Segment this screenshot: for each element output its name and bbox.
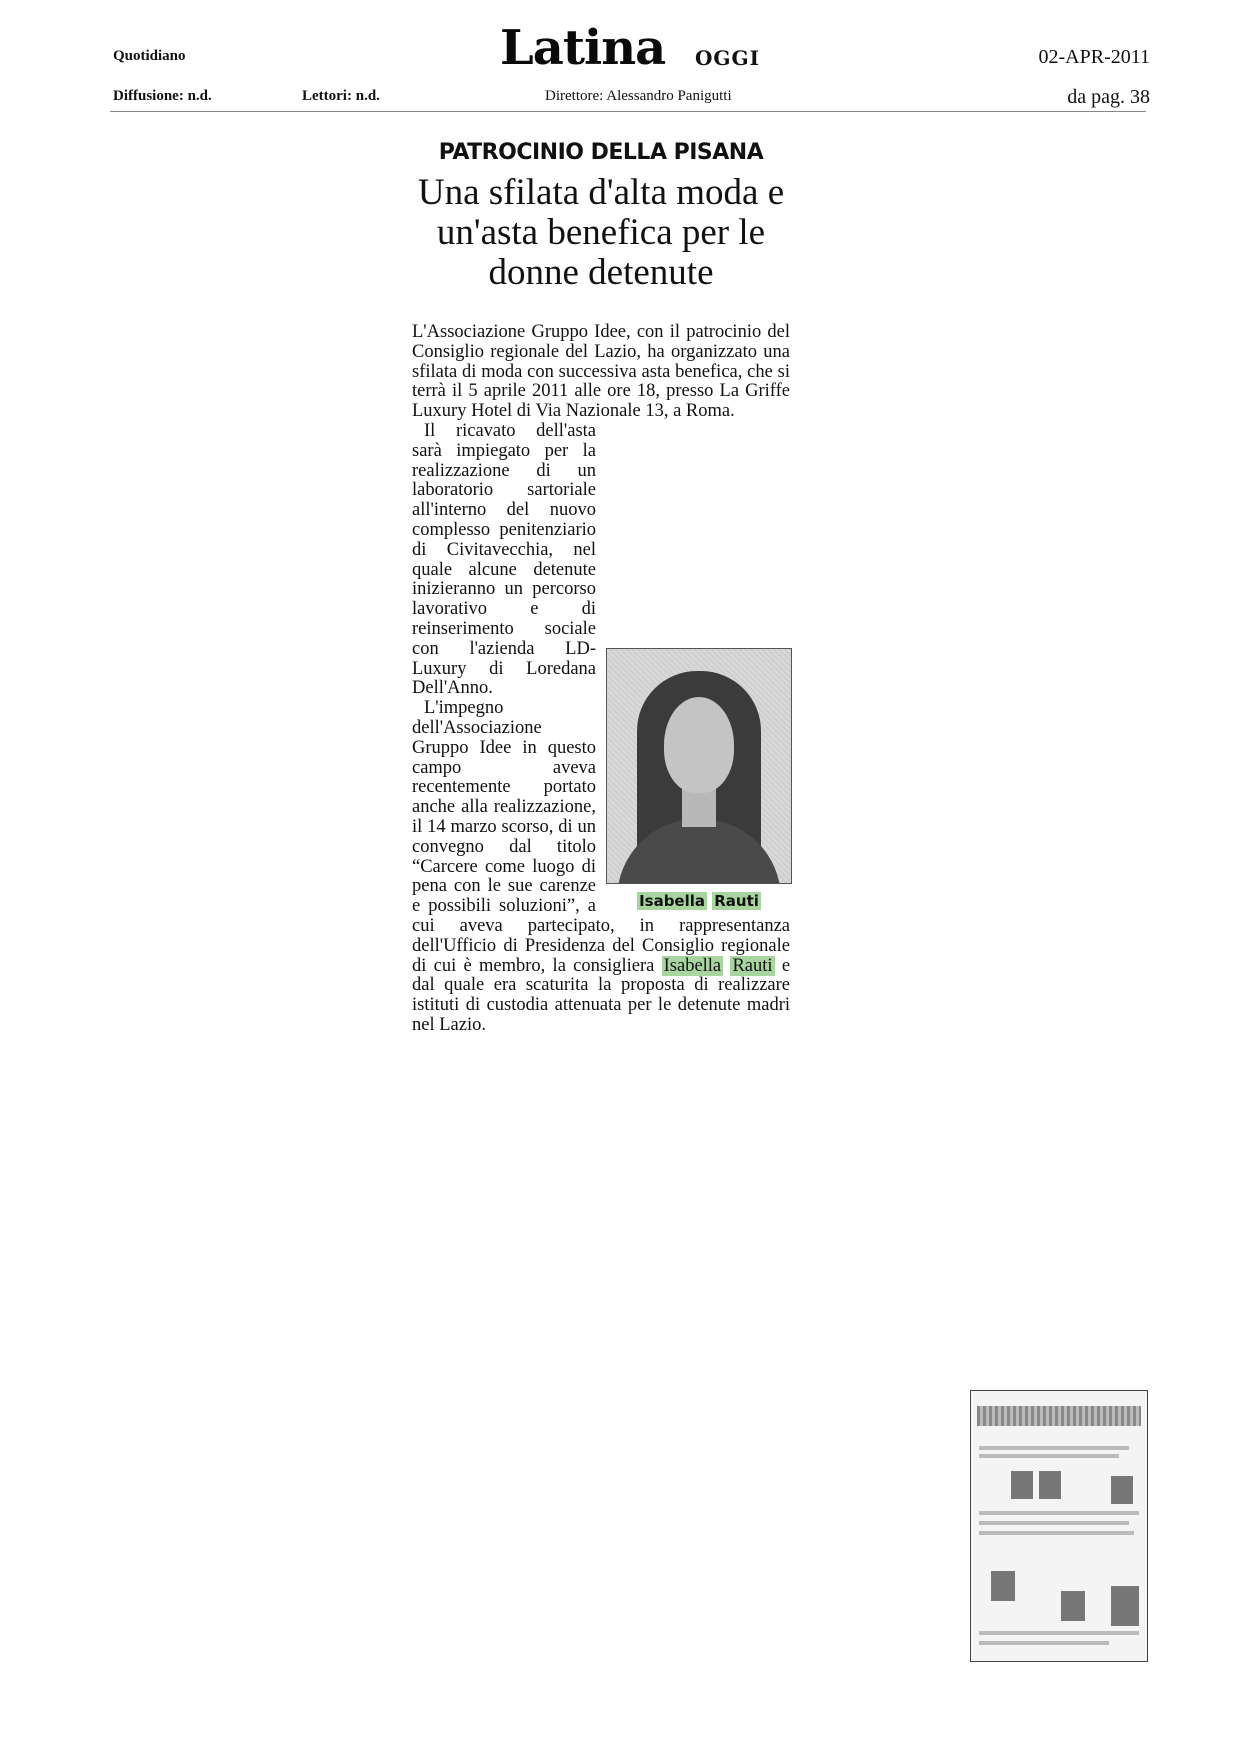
- paragraph-3-start: L'impegno dell'Associazione Gruppo Idee in questo campo aveva recentemente portato anche alla realizzazione, il 14 marzo scorso, di un convegno dal titolo “Carcere come luogo di pena con le sue carenze e possibili soluzioni”, a cui aveva partecipato, in rappresentanza dell'Ufficio di Presidenza del Consiglio regionale di cui è membro, la consigliera: [412, 698, 790, 976]
- article-kicker: PATROCINIO DELLA PISANA: [438, 140, 764, 165]
- article-headline: Una sfilata d'alta moda e un'asta benefica per le donne detenute: [417, 172, 785, 293]
- masthead-suffix: OGGI: [695, 46, 760, 70]
- direttore-label: Direttore: Alessandro Panigutti: [545, 88, 732, 104]
- photo-caption: [606, 892, 792, 910]
- masthead-logo: [500, 20, 800, 80]
- article-paragraph-1: L'Associazione Gruppo Idee, con il patrocinio del Consiglio regionale del Lazio, ha organizzato una sfilata di moda con successiva asta benefica, che si terrà il 5 aprile 2011 alle ore 18, presso La Griffe Luxury Hotel di Via Nazionale 13, a Roma.: [412, 322, 790, 422]
- article-paragraph-2: Il ricavato dell'asta sarà impiegato per la realizzazione di un laboratorio sartoriale all'interno del nuovo complesso penitenziario di Civitavecchia, nel quale alcune detenute inizieranno un percorso lavorativo e di reinserimento sociale con l'azienda LD-Luxury di Loredana Dell'Anno.: [412, 420, 596, 699]
- photo-box: [606, 648, 792, 910]
- portrait-photo: [606, 648, 792, 884]
- caption-first-name: Isabella: [639, 891, 706, 910]
- caption-last-name: Rauti: [714, 891, 759, 910]
- publication-date: 02-APR-2011: [1038, 46, 1150, 68]
- name-highlight-last: Rauti: [732, 955, 773, 976]
- diffusione-label: Diffusione: n.d.: [113, 88, 212, 104]
- page-reference: da pag. 38: [1067, 86, 1150, 108]
- publication-type: Quotidiano: [113, 48, 186, 64]
- masthead-title: Latina: [500, 20, 666, 76]
- paragraph-3-end: e dal quale era scaturita la proposta di realizzare istituti di custodia attenuata per le detenute madri nel Lazio.: [412, 955, 791, 1035]
- page-thumbnail: [970, 1390, 1148, 1662]
- lettori-label: Lettori: n.d.: [302, 88, 380, 104]
- header-divider: [110, 111, 1146, 112]
- name-highlight-first: Isabella: [663, 955, 722, 976]
- article: [412, 140, 790, 1036]
